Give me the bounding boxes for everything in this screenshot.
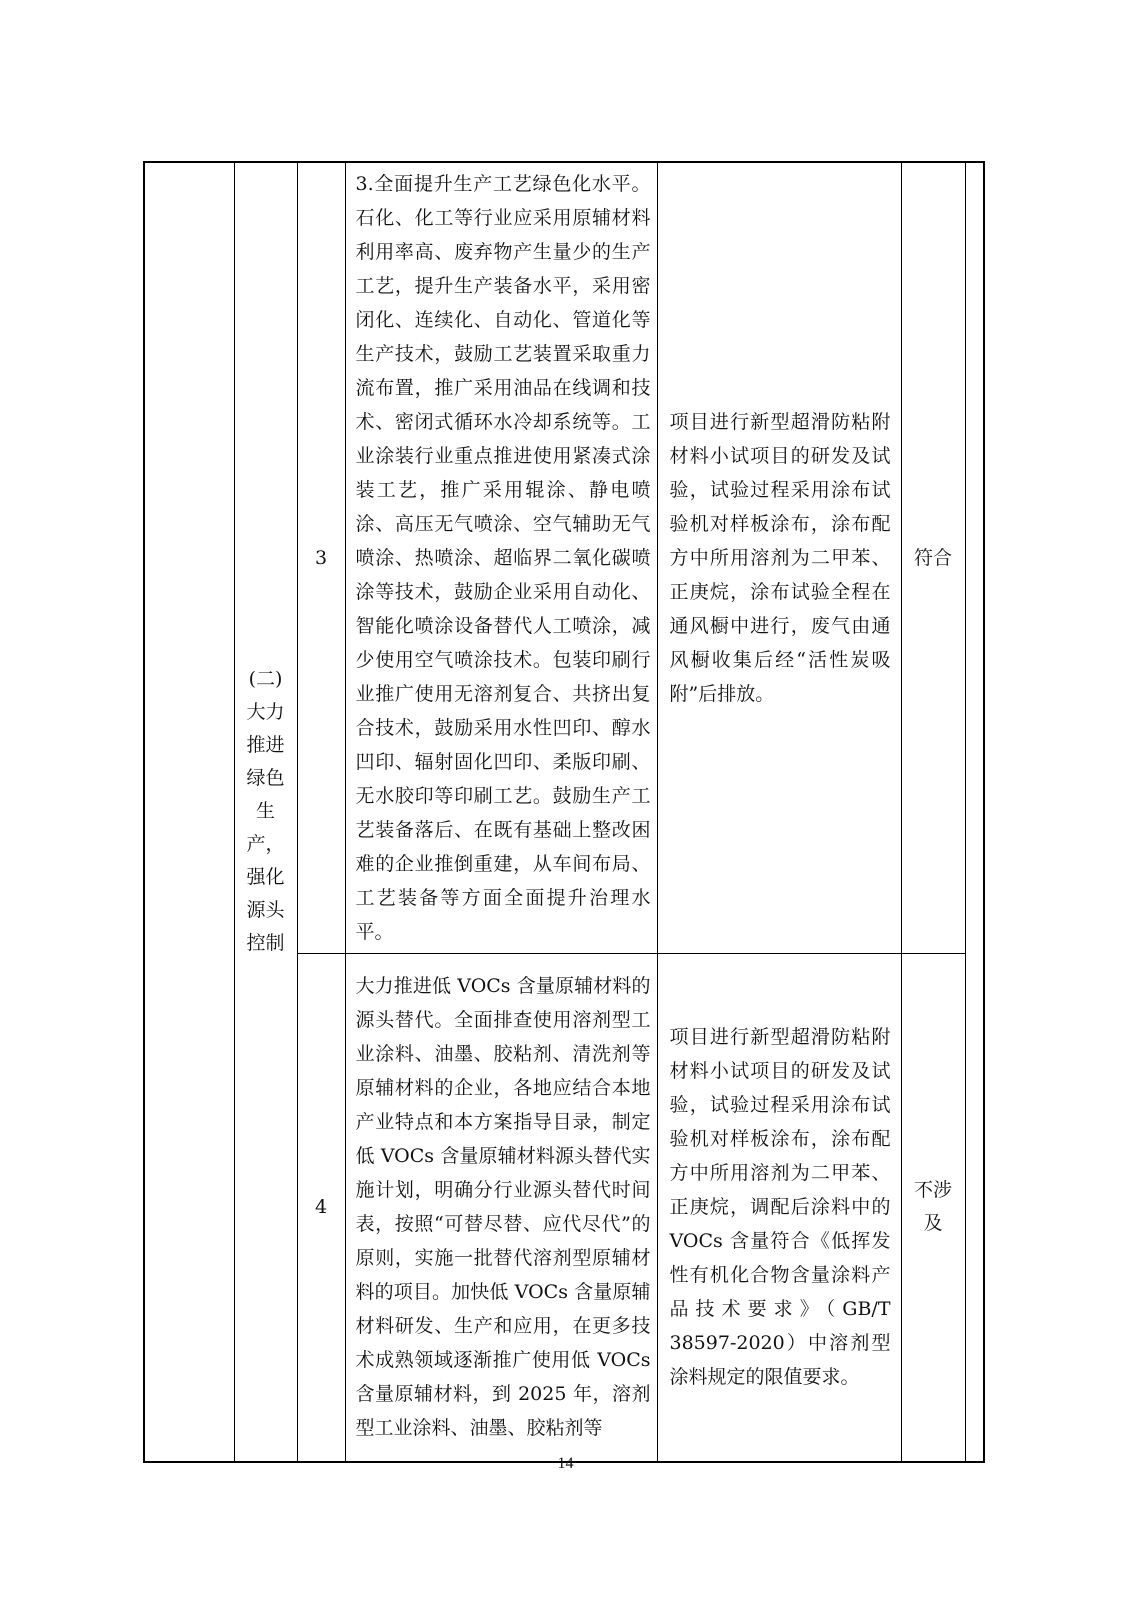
table-row	[144, 162, 984, 954]
compliance-table	[143, 161, 985, 1463]
item-number: 4	[314, 1196, 328, 1219]
requirement-cell	[345, 162, 657, 954]
item-number-cell	[297, 162, 345, 954]
project-status-cell	[657, 954, 901, 1462]
category-text: (二)大力推进绿色生产，强化源头控制	[246, 668, 285, 955]
empty-left-column	[144, 162, 234, 1462]
project-status-cell	[657, 162, 901, 954]
category-cell	[234, 162, 297, 1462]
item-number-cell	[297, 954, 345, 1462]
requirement-text: 3.全面提升生产工艺绿色化水平。石化、化工等行业应采用原辅材料利用率高、废弃物产生量少的生产工艺，提升生产装备水平，采用密闭化、连续化、自动化、管道化等生产技术，鼓励工艺装置采取重力流布置，推广采用油品在线调和技术、密闭式循环水冷却系统等。工业涂装行业重点推进使用紧凑式涂装工艺，推广采用辊涂、静电喷涂、高压无气喷涂、空气辅助无气喷涂、热喷涂、超临界二氧化碳喷涂等技术，鼓励企业采用自动化、智能化喷涂设备替代人工喷涂，减少使用空气喷涂技术。包装印刷行业推广使用无溶剂复合、共挤出复合技术，鼓励采用水性凹印、醇水凹印、辐射固化凹印、柔版印刷、无水胶印等印刷工艺。鼓励生产工艺装备落后、在既有基础上整改困难的企业推倒重建，从车间布局、工艺装备等方面全面提升治理水平。	[355, 173, 651, 943]
conformity-text: 不涉及	[913, 1179, 952, 1235]
conformity-cell	[901, 162, 965, 954]
empty-right-column	[965, 162, 984, 1462]
conformity-text: 符合	[913, 547, 952, 569]
project-status-text: 项目进行新型超滑防粘附材料小试项目的研发及试验，试验过程采用涂布试验机对样板涂布，涂布配方中所用溶剂为二甲苯、正庚烷，涂布试验全程在通风橱中进行，废气由通风橱收集后经“活性炭吸附”后排放。	[669, 411, 891, 705]
requirement-text: 大力推进低 VOCs 含量原辅材料的源头替代。全面排查使用溶剂型工业涂料、油墨、胶粘剂、清洗剂等原辅材料的企业，各地应结合本地产业特点和本方案指导目录，制定低 VOCs 含量原辅材料源头替代实施计划，明确分行业源头替代时间表，按照“可替尽替、应代尽代”的原则，实施一批替代溶剂型原辅材料的项目。加快低 VOCs 含量原辅材料研发、生产和应用，在更多技术成熟领域逐渐推广使用低 VOCs 含量原辅材料，到 2025 年，溶剂型工业涂料、油墨、胶粘剂等	[355, 975, 651, 1440]
page-number: 14	[557, 1455, 574, 1472]
item-number: 3	[314, 547, 328, 569]
requirement-cell	[345, 954, 657, 1462]
project-status-text: 项目进行新型超滑防粘附材料小试项目的研发及试验，试验过程采用涂布试验机对样板涂布，涂布配方中所用溶剂为二甲苯、正庚烷，调配后涂料中的 VOCs 含量符合《低挥发性有机化合物含量涂料产品技术要求》（GB/T 38597-2020）中溶剂型涂料规定的限值要求。	[669, 1026, 891, 1389]
conformity-cell	[901, 954, 965, 1462]
